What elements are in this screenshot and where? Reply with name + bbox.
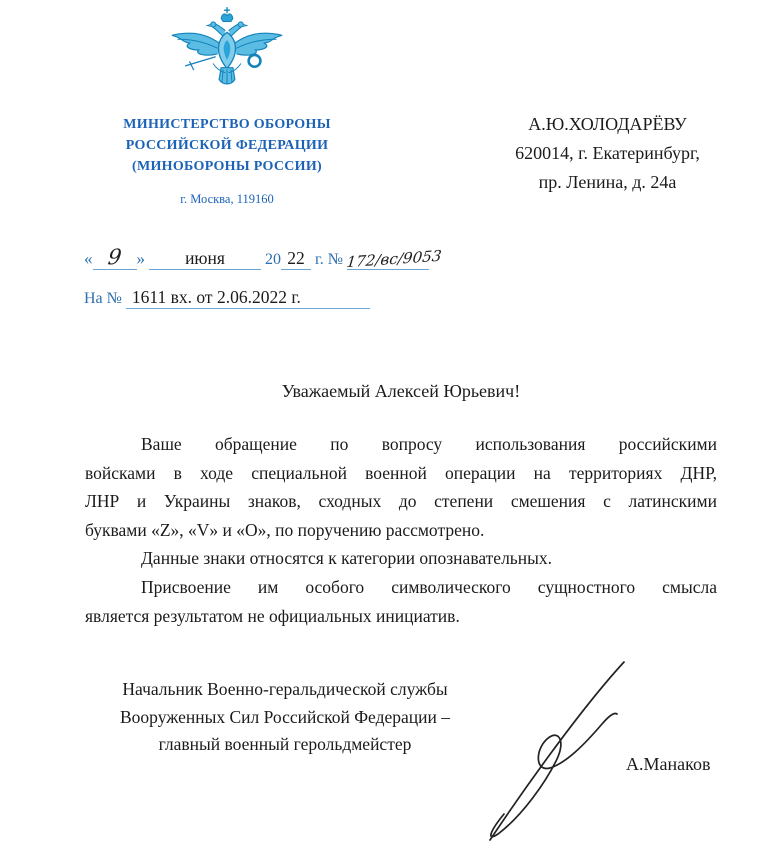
- signer-name: А.Манаков: [626, 754, 711, 774]
- month-blank: июня: [149, 248, 261, 270]
- reference-value: 1611 вх. от 2.06.2022 г.: [126, 287, 370, 309]
- text-line: пр. Ленина, д. 24а: [538, 172, 677, 192]
- text-line: 620014, г. Екатеринбург,: [515, 143, 700, 163]
- open-quote: «: [84, 249, 93, 268]
- signature-title-block: [80, 676, 490, 759]
- text-line: (МИНОБОРОНЫ РОССИИ): [132, 159, 322, 174]
- reference-line: [84, 287, 370, 309]
- handwritten-day: 9: [106, 244, 123, 270]
- close-quote: »: [136, 249, 145, 268]
- year-blank: 22: [281, 248, 311, 270]
- number-blank: [345, 246, 443, 272]
- reference-label: На №: [84, 290, 122, 307]
- body-line: ЛНР и Украины знаков, сходных до степени смешения с латинскими: [85, 491, 717, 512]
- salutation: Уважаемый Алексей Юрьевич!: [281, 381, 521, 401]
- day-blank: [93, 244, 137, 270]
- handwritten-number: 172/вс/9053: [345, 246, 443, 272]
- century-prefix: 20: [265, 251, 281, 268]
- body-line: является результатом не официальных инициатив.: [85, 605, 460, 626]
- body-line: Ваше обращение по вопросу использования российскими: [141, 434, 717, 454]
- letter-body: [85, 430, 717, 630]
- text-line: А.Ю.ХОЛОДАРЁВУ: [528, 114, 687, 134]
- text-line: Вооруженных Сил Российской Федерации –: [120, 706, 450, 727]
- handwritten-signature-icon: [478, 646, 640, 846]
- recipient-address: [445, 110, 770, 197]
- body-line: буквами «Z», «V» и «O», по поручению рассмотрено.: [85, 519, 485, 540]
- ministry-name: [78, 114, 376, 177]
- ministry-city: г. Москва, 119160: [180, 192, 274, 206]
- mod-emblem-double-headed-eagle-icon: [168, 4, 286, 98]
- text-line: РОССИЙСКОЙ ФЕДЕРАЦИИ: [125, 138, 329, 153]
- body-line: Присвоение им особого символического сущностного смысла: [141, 576, 717, 597]
- text-line: МИНИСТЕРСТВО ОБОРОНЫ: [123, 117, 331, 132]
- text-line: главный военный герольдмейстер: [158, 734, 412, 754]
- body-line: Данные знаки относятся к категории опознавательных.: [141, 548, 553, 569]
- body-line: войсками в ходе специальной военной операции на территориях ДНР,: [85, 462, 717, 483]
- number-label: г. №: [315, 251, 344, 268]
- date-line: [84, 244, 443, 272]
- text-line: Начальник Военно-геральдической службы: [122, 679, 448, 699]
